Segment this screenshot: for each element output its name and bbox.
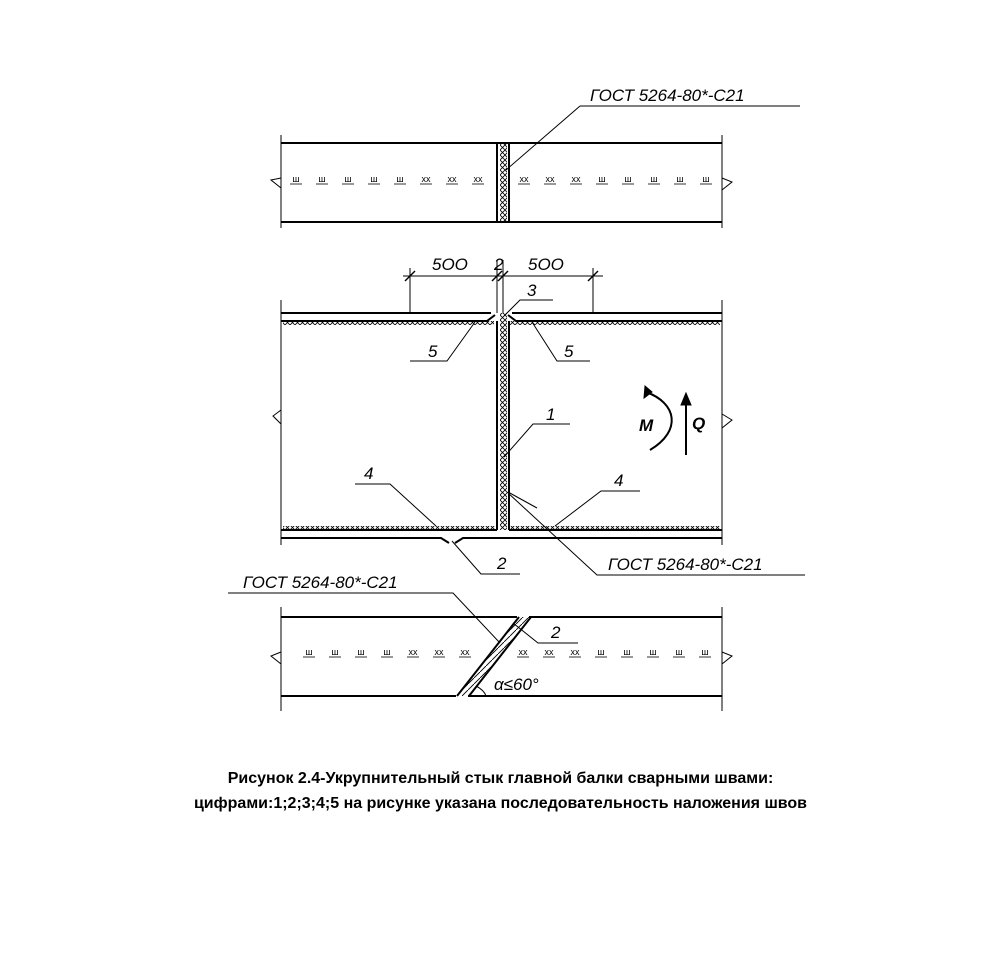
weld-mark: хх	[460, 647, 470, 657]
weld-mark: ш	[597, 647, 605, 657]
leader-4-left	[355, 484, 436, 526]
moment-arrowhead	[644, 386, 652, 398]
seam-label-2-bottom: 2	[497, 554, 507, 573]
dimension-left-500: 5OO	[432, 255, 468, 274]
leader-2-bottom	[452, 541, 520, 574]
weld-mark: ш	[675, 647, 683, 657]
weld-mark: ш	[624, 174, 632, 184]
leader-gost-elevation-tick	[508, 492, 537, 508]
weld-5-right-hatch	[509, 321, 720, 325]
leader-4-right	[555, 491, 640, 526]
break-mark-right	[722, 178, 732, 190]
weld-mark: хх	[570, 647, 580, 657]
seam-label-1: 1	[546, 405, 556, 424]
weld-mark: хх	[545, 174, 555, 184]
seam-label-4-left: 4	[364, 464, 374, 483]
weld-mark: ш	[623, 647, 631, 657]
top-view-gost-label: ГОСТ 5264-80*-С21	[590, 86, 745, 105]
weld-mark: хх	[434, 647, 444, 657]
dimension-right-500: 5OO	[528, 255, 564, 274]
caption-line-1: Рисунок 2.4-Укрупнительный стык главной балки сварными швами:	[227, 770, 774, 787]
weld-mark: хх	[421, 174, 431, 184]
bottom-view-break-right	[722, 652, 732, 664]
weld-mark: ш	[649, 647, 657, 657]
seam-label-5-right: 5	[564, 342, 574, 361]
top-flange-lower-right	[508, 315, 722, 321]
top-view-gost-leader	[506, 106, 580, 170]
caption-line-2: цифрами:1;2;3;4;5 на рисунке указана последовательность наложения швов	[193, 795, 808, 812]
break-mark-left	[271, 178, 281, 198]
seam-label-3: 3	[527, 281, 537, 300]
leader-1	[504, 424, 570, 457]
weld-mark: ш	[598, 174, 606, 184]
weld-mark: ш	[318, 174, 326, 184]
elevation-break-right	[722, 414, 732, 428]
elevation-view	[273, 260, 805, 575]
bottom-view-break-left	[271, 652, 281, 664]
top-view-butt-weld	[500, 143, 507, 222]
weld-mark: ш	[396, 174, 404, 184]
weld-1-hatch	[500, 313, 507, 530]
weld-mark: ш	[676, 174, 684, 184]
angle-label: α≤60°	[494, 675, 539, 694]
elevation-gost-label: ГОСТ 5264-80*-С21	[608, 555, 763, 574]
elevation-break-left	[273, 410, 281, 424]
angle-arc	[476, 686, 486, 696]
weld-mark: ш	[344, 174, 352, 184]
weld-mark: хх	[447, 174, 457, 184]
bottom-view-gost-label: ГОСТ 5264-80*-С21	[243, 573, 398, 592]
seam-label-4-right: 4	[614, 471, 624, 490]
bottom-flange-lower-left	[281, 538, 449, 543]
weld-mark: ш	[370, 174, 378, 184]
weld-5-left-hatch	[283, 321, 494, 325]
weld-mark: ш	[701, 647, 709, 657]
weld-mark: ш	[305, 647, 313, 657]
weld-mark: хх	[518, 647, 528, 657]
leader-5-left	[410, 322, 475, 361]
weld-mark: ш	[357, 647, 365, 657]
bottom-view-label-2: 2	[551, 623, 561, 642]
weld-mark: хх	[473, 174, 483, 184]
shear-label: Q	[692, 414, 706, 433]
weld-mark: хх	[519, 174, 529, 184]
dimension-center-2: 2	[494, 255, 504, 274]
weld-mark: ш	[292, 174, 300, 184]
weld-mark: ш	[331, 647, 339, 657]
weld-mark: хх	[544, 647, 554, 657]
top-flange-lower-left	[281, 315, 495, 321]
figure-caption	[0, 766, 1001, 816]
seam-label-5-left: 5	[428, 342, 438, 361]
shear-arrowhead	[681, 393, 691, 405]
weld-4-left-hatch	[283, 526, 495, 530]
top-view	[271, 106, 800, 228]
weld-mark: хх	[408, 647, 418, 657]
bottom-flange-lower-right	[455, 538, 722, 543]
weld-mark: ш	[702, 174, 710, 184]
weld-4-right-hatch	[510, 526, 720, 530]
leader-5-right	[532, 322, 590, 361]
weld-mark: хх	[571, 174, 581, 184]
moment-label: M	[639, 416, 654, 435]
weld-mark: ш	[383, 647, 391, 657]
weld-mark: ш	[650, 174, 658, 184]
